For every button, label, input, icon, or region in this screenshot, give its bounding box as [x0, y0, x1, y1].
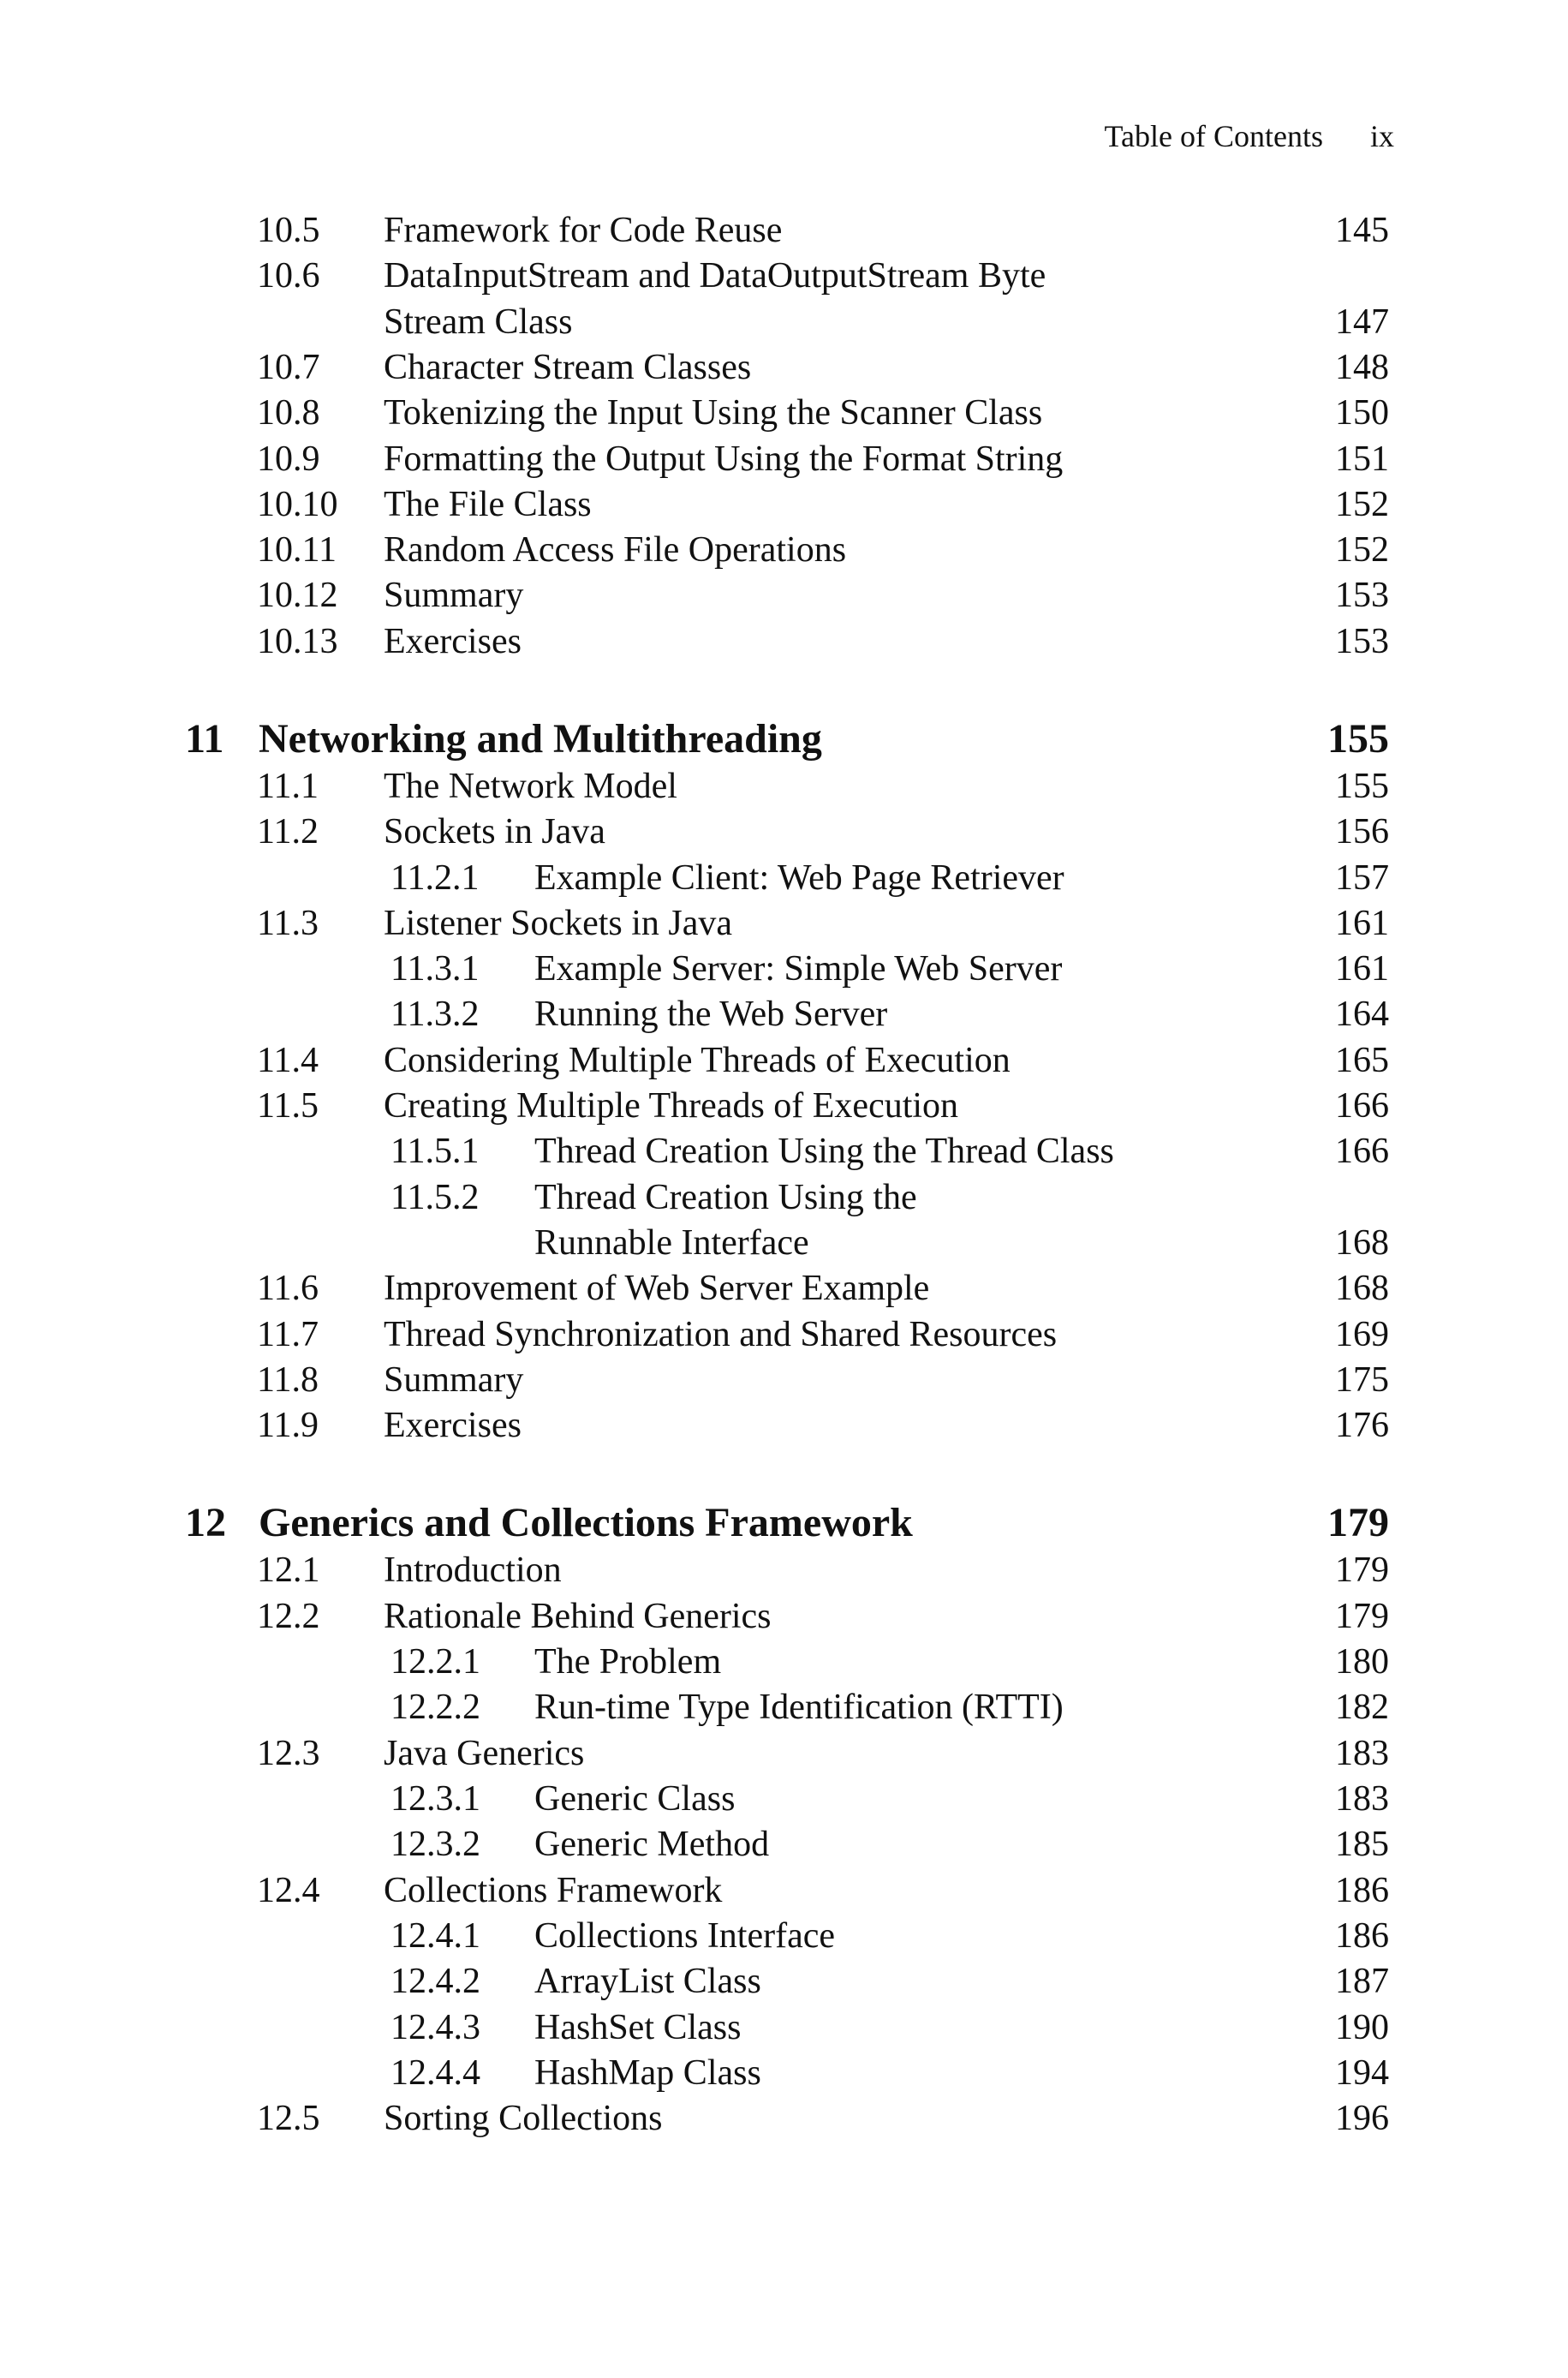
- toc-subsection-entry[interactable]: [391, 947, 1389, 992]
- toc-entry-page: 169: [1335, 1315, 1389, 1354]
- toc-entry-page: 161: [1335, 949, 1389, 989]
- toc-entry-number: 10.5: [257, 211, 320, 250]
- toc-section-entry[interactable]: [257, 1038, 1389, 1084]
- toc-subsection-entry[interactable]: [391, 1777, 1389, 1822]
- toc-entry-title: Exercises: [384, 1406, 522, 1445]
- toc-entry-number: 11.6: [257, 1269, 319, 1308]
- toc-entry-number: 12.3.2: [391, 1825, 480, 1864]
- toc-section-entry[interactable]: [257, 437, 1389, 482]
- toc-entry-page: 161: [1335, 904, 1389, 943]
- toc-section-entry[interactable]: [257, 391, 1389, 436]
- toc-entry-number: 11.3.2: [391, 995, 480, 1034]
- toc-subsection-entry[interactable]: [391, 2051, 1389, 2096]
- toc-entry-number: 12.2.1: [391, 1642, 480, 1682]
- toc-entry-page: 190: [1335, 2008, 1389, 2047]
- toc-entry-number: 12: [185, 1500, 226, 1545]
- toc-entry-number: 11.8: [257, 1360, 319, 1400]
- toc-entry-number: 11.2.1: [391, 858, 480, 898]
- toc-section-entry[interactable]: [257, 482, 1389, 528]
- toc-entry-page: 175: [1335, 1360, 1389, 1400]
- toc-subsection-entry[interactable]: [391, 1822, 1389, 1867]
- toc-entry-title: Formatting the Output Using the Format String: [384, 439, 1064, 479]
- toc-entry-title: Summary: [384, 1360, 524, 1400]
- toc-entry-title: Generic Class: [534, 1779, 736, 1819]
- toc-entry-page: 164: [1335, 995, 1389, 1034]
- toc-section-entry[interactable]: [257, 2096, 1389, 2142]
- toc-entry-title: Random Access File Operations: [384, 530, 847, 570]
- toc-entry-title: Exercises: [384, 622, 522, 661]
- toc-entry-number: 12.2.2: [391, 1688, 480, 1727]
- toc-entry-title: HashSet Class: [534, 2008, 742, 2047]
- toc-entry-title: Stream Class: [384, 302, 573, 342]
- toc-entry-page: 183: [1335, 1779, 1389, 1819]
- toc-section-entry[interactable]: [257, 1358, 1389, 1403]
- toc-entry-title: Run-time Type Identification (RTTI): [534, 1688, 1064, 1727]
- toc-entry-number: 12.5: [257, 2099, 320, 2138]
- toc-entry-title: HashMap Class: [534, 2053, 761, 2093]
- toc-subsection-entry[interactable]: [391, 856, 1389, 901]
- toc-entry-number: 12.4: [257, 1871, 320, 1910]
- toc-section-entry[interactable]: [257, 1403, 1389, 1449]
- toc-subsection-entry[interactable]: [391, 1959, 1389, 2005]
- toc-section-entry[interactable]: [257, 528, 1389, 573]
- toc-entry-number: 11.1: [257, 767, 319, 806]
- toc-entry-page: 194: [1335, 2053, 1389, 2093]
- toc-entry-title: Summary: [384, 576, 524, 615]
- toc-subsection-entry[interactable]: [391, 2005, 1389, 2051]
- toc-entry-page: 155: [1327, 716, 1389, 762]
- toc-subsection-entry[interactable]: [391, 1914, 1389, 1959]
- toc-entry-title: Thread Creation Using the: [534, 1178, 917, 1217]
- toc-entry-title: Example Server: Simple Web Server: [534, 949, 1063, 989]
- toc-section-entry[interactable]: [257, 810, 1389, 855]
- toc-entry-page: 153: [1335, 622, 1389, 661]
- toc-entry-page: 165: [1335, 1041, 1389, 1080]
- toc-entry-title: Java Generics: [384, 1734, 585, 1773]
- toc-entry-number: 10.6: [257, 256, 320, 296]
- toc-entry-number: 11.4: [257, 1041, 319, 1080]
- toc-entry-number: 12.4.2: [391, 1962, 480, 2001]
- toc-section-entry[interactable]: [257, 1266, 1389, 1311]
- toc-entry-number: 11.3.1: [391, 949, 480, 989]
- toc-entry-page: 185: [1335, 1825, 1389, 1864]
- toc-entry-page: 183: [1335, 1734, 1389, 1773]
- toc-section-entry[interactable]: [257, 254, 1389, 299]
- toc-entry-page: 168: [1335, 1269, 1389, 1308]
- toc-entry-page: 145: [1335, 211, 1389, 250]
- toc-entry-number: 11: [185, 716, 224, 762]
- toc-entry-number: 10.8: [257, 393, 320, 433]
- toc-entry-number: 11.9: [257, 1406, 319, 1445]
- toc-entry-title: Tokenizing the Input Using the Scanner Class: [384, 393, 1043, 433]
- toc-chapter-entry[interactable]: [185, 1500, 1389, 1545]
- toc-entry-number: 11.7: [257, 1315, 319, 1354]
- toc-entry-number: 12.4.3: [391, 2008, 480, 2047]
- toc-section-entry[interactable]: [257, 300, 1389, 345]
- toc-entry-number: 10.7: [257, 348, 320, 387]
- toc-section-entry[interactable]: [257, 1594, 1389, 1640]
- toc-entry-title: The File Class: [384, 485, 592, 524]
- toc-entry-title: Sockets in Java: [384, 812, 605, 851]
- toc-entry-page: 147: [1335, 302, 1389, 342]
- toc-entry-number: 10.11: [257, 530, 337, 570]
- toc-entry-number: 12.3.1: [391, 1779, 480, 1819]
- toc-entry-page: 186: [1335, 1916, 1389, 1956]
- toc-entry-number: 10.13: [257, 622, 338, 661]
- toc-entry-page: 157: [1335, 858, 1389, 898]
- toc-entry-page: 148: [1335, 348, 1389, 387]
- toc-section-entry[interactable]: [257, 619, 1389, 665]
- toc-entry-page: 168: [1335, 1223, 1389, 1263]
- toc-entry-page: 180: [1335, 1642, 1389, 1682]
- toc-entry-title: Framework for Code Reuse: [384, 211, 783, 250]
- toc-subsection-entry[interactable]: [391, 1221, 1389, 1266]
- toc-section-entry[interactable]: [257, 208, 1389, 254]
- running-header-title: Table of Contents: [1104, 119, 1323, 153]
- toc-entry-page: 179: [1335, 1550, 1389, 1590]
- toc-entry-page: 166: [1335, 1086, 1389, 1126]
- toc-entry-title: Running the Web Server: [534, 995, 888, 1034]
- toc-subsection-entry[interactable]: [391, 1640, 1389, 1685]
- toc-entry-page: 186: [1335, 1871, 1389, 1910]
- toc-entry-page: 153: [1335, 576, 1389, 615]
- toc-section-entry[interactable]: [257, 1084, 1389, 1129]
- toc-entry-page: 182: [1335, 1688, 1389, 1727]
- toc-subsection-entry[interactable]: [391, 992, 1389, 1037]
- toc-entry-number: 10.12: [257, 576, 338, 615]
- running-header-page: ix: [1369, 119, 1394, 153]
- toc-section-entry[interactable]: [257, 1868, 1389, 1914]
- toc-section-entry[interactable]: [257, 1731, 1389, 1777]
- toc-entry-page: 151: [1335, 439, 1389, 479]
- toc-entry-page: 179: [1335, 1597, 1389, 1636]
- toc-subsection-entry[interactable]: [391, 1685, 1389, 1730]
- toc-section-entry[interactable]: [257, 1548, 1389, 1593]
- toc-entry-number: 11.3: [257, 904, 319, 943]
- toc-entry-page: 196: [1335, 2099, 1389, 2138]
- toc-entry-number: 12.3: [257, 1734, 320, 1773]
- toc-entry-title: Generics and Collections Framework: [259, 1500, 913, 1545]
- toc-entry-page: 156: [1335, 812, 1389, 851]
- toc-entry-title: Character Stream Classes: [384, 348, 752, 387]
- toc-entry-number: 11.5: [257, 1086, 319, 1126]
- toc-entry-number: 12.4.4: [391, 2053, 480, 2093]
- toc-entry-title: Listener Sockets in Java: [384, 904, 733, 943]
- toc-entry-title: Collections Framework: [384, 1871, 723, 1910]
- toc-entry-number: 12.2: [257, 1597, 320, 1636]
- toc-entry-title: Networking and Multithreading: [259, 716, 822, 762]
- toc-entry-title: The Network Model: [384, 767, 677, 806]
- toc-section-entry[interactable]: [257, 573, 1389, 618]
- toc-entry-page: 150: [1335, 393, 1389, 433]
- toc-entry-title: Creating Multiple Threads of Execution: [384, 1086, 959, 1126]
- toc-entry-title: Runnable Interface: [534, 1223, 809, 1263]
- toc-entry-title: Generic Method: [534, 1825, 770, 1864]
- toc-entry-page: 155: [1335, 767, 1389, 806]
- toc-entry-number: 10.10: [257, 485, 338, 524]
- toc-entry-title: Considering Multiple Threads of Execution: [384, 1041, 1011, 1080]
- toc-entry-page: 152: [1335, 485, 1389, 524]
- toc-entry-page: 179: [1327, 1500, 1389, 1545]
- toc-section-entry[interactable]: [257, 764, 1389, 810]
- toc-entry-number: 11.2: [257, 812, 319, 851]
- toc-entry-title: Collections Interface: [534, 1916, 836, 1956]
- toc-entry-page: 187: [1335, 1962, 1389, 2001]
- toc-section-entry[interactable]: [257, 1312, 1389, 1358]
- toc-entry-number: 11.5.2: [391, 1178, 480, 1217]
- toc-section-entry[interactable]: [257, 901, 1389, 947]
- toc-entry-number: 12.4.1: [391, 1916, 480, 1956]
- toc-entry-title: Improvement of Web Server Example: [384, 1269, 930, 1308]
- toc-entry-title: ArrayList Class: [534, 1962, 761, 2001]
- toc-entry-number: 12.1: [257, 1550, 320, 1590]
- toc-entry-number: 10.9: [257, 439, 320, 479]
- toc-entry-title: Rationale Behind Generics: [384, 1597, 772, 1636]
- toc-entry-title: Sorting Collections: [384, 2099, 663, 2138]
- toc-entry-title: DataInputStream and DataOutputStream Byte: [384, 256, 1046, 296]
- toc-entry-title: Example Client: Web Page Retriever: [534, 858, 1064, 898]
- toc-entry-title: Thread Synchronization and Shared Resources: [384, 1315, 1058, 1354]
- toc-entry-number: 11.5.1: [391, 1132, 480, 1171]
- toc-subsection-entry[interactable]: [391, 1129, 1389, 1174]
- toc-entry-title: The Problem: [534, 1642, 722, 1682]
- toc-entry-page: 166: [1335, 1132, 1389, 1171]
- toc-section-entry[interactable]: [257, 345, 1389, 391]
- running-header: [1105, 118, 1394, 154]
- toc-subsection-entry[interactable]: [391, 1175, 1389, 1221]
- toc-entry-page: 152: [1335, 530, 1389, 570]
- toc-entry-page: 176: [1335, 1406, 1389, 1445]
- toc-chapter-entry[interactable]: [185, 716, 1389, 762]
- toc-entry-title: Thread Creation Using the Thread Class: [534, 1132, 1114, 1171]
- toc-entry-title: Introduction: [384, 1550, 562, 1590]
